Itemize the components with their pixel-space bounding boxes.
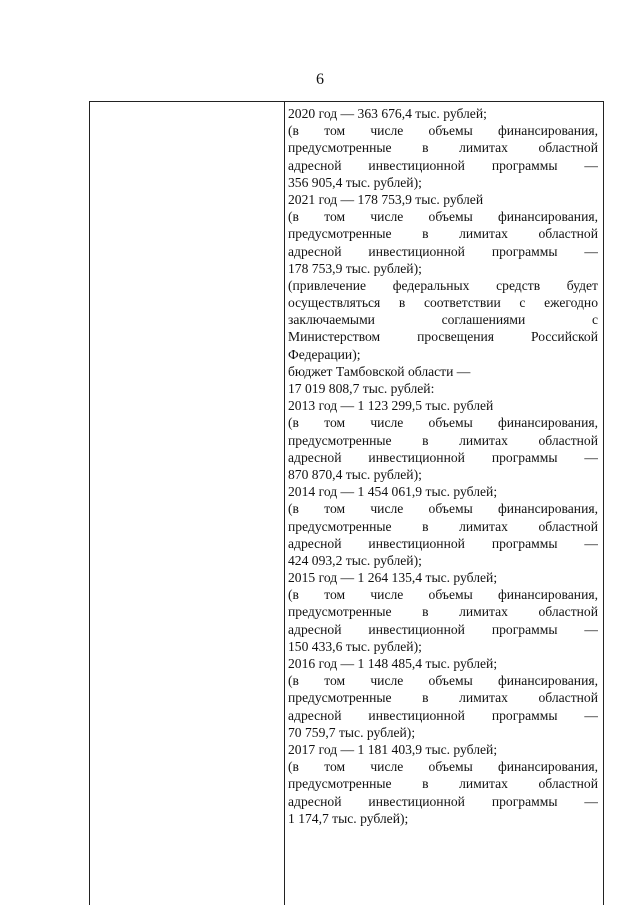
text-line: 2013 год — 1 123 299,5 тыс. рублей — [288, 398, 494, 414]
text-line: (в том числе объемы финансирования, — [288, 501, 598, 517]
page-number: 6 — [316, 71, 324, 88]
text-line: 150 433,6 тыс. рублей); — [288, 638, 422, 654]
text-line: заключаемыми соглашениями с — [288, 312, 598, 328]
text-line: предусмотренные в лимитах областной — [288, 432, 598, 448]
text-line: (в том числе объемы финансирования, — [288, 673, 598, 689]
text-line: адресной инвестиционной программы — — [288, 535, 598, 551]
text-line: Федерации); — [288, 346, 361, 362]
text-line: (в том числе объемы финансирования, — [288, 759, 598, 775]
text-line: бюджет Тамбовской области — — [288, 363, 471, 379]
text-line: адресной инвестиционной программы — — [288, 621, 598, 637]
table-column-divider — [284, 102, 285, 905]
text-line: 2017 год — 1 181 403,9 тыс. рублей; — [288, 741, 498, 757]
text-line: предусмотренные в лимитах областной — [288, 226, 598, 242]
text-line: (в том числе объемы финансирования, — [288, 209, 598, 225]
text-line: адресной инвестиционной программы — — [288, 449, 598, 465]
text-line: (в том числе объемы финансирования, — [288, 415, 598, 431]
text-line: предусмотренные в лимитах областной — [288, 604, 598, 620]
text-line: предусмотренные в лимитах областной — [288, 518, 598, 534]
text-line: 2014 год — 1 454 061,9 тыс. рублей; — [288, 484, 498, 500]
text-line: 2020 год — 363 676,4 тыс. рублей; — [288, 106, 487, 121]
text-line: 870 870,4 тыс. рублей); — [288, 466, 422, 482]
text-line: предусмотренные в лимитах областной — [288, 140, 598, 156]
text-line: 356 905,4 тыс. рублей); — [288, 174, 422, 190]
text-line: осуществляться в соответствии с ежегодно — [288, 295, 598, 311]
document-table — [89, 101, 604, 905]
text-line: (в том числе объемы финансирования, — [288, 587, 598, 603]
text-line: адресной инвестиционной программы — — [288, 243, 598, 259]
text-line: 70 759,7 тыс. рублей); — [288, 724, 416, 740]
text-line: 2015 год — 1 264 135,4 тыс. рублей; — [288, 570, 498, 586]
text-line: 2021 год — 178 753,9 тыс. рублей — [288, 191, 484, 207]
text-line: предусмотренные в лимитах областной — [288, 690, 598, 706]
text-line: (привлечение федеральных средств будет — [288, 277, 598, 293]
text-line: 2016 год — 1 148 485,4 тыс. рублей; — [288, 656, 498, 671]
text-line: 178 753,9 тыс. рублей); — [288, 260, 422, 276]
table-right-cell — [288, 105, 598, 827]
text-line: (в том числе объемы финансирования, — [288, 123, 598, 139]
text-line: 1 174,7 тыс. рублей); — [288, 810, 409, 826]
text-line: Министерством просвещения Российской — [288, 329, 598, 345]
text-line: 424 093,2 тыс. рублей); — [288, 552, 422, 568]
table-left-cell — [90, 102, 284, 905]
text-line: адресной инвестиционной программы — — [288, 707, 598, 723]
text-line: 17 019 808,7 тыс. рублей: — [288, 381, 435, 396]
text-line: предусмотренные в лимитах областной — [288, 776, 598, 792]
text-line: адресной инвестиционной программы — — [288, 793, 598, 809]
text-line: адресной инвестиционной программы — — [288, 157, 598, 173]
